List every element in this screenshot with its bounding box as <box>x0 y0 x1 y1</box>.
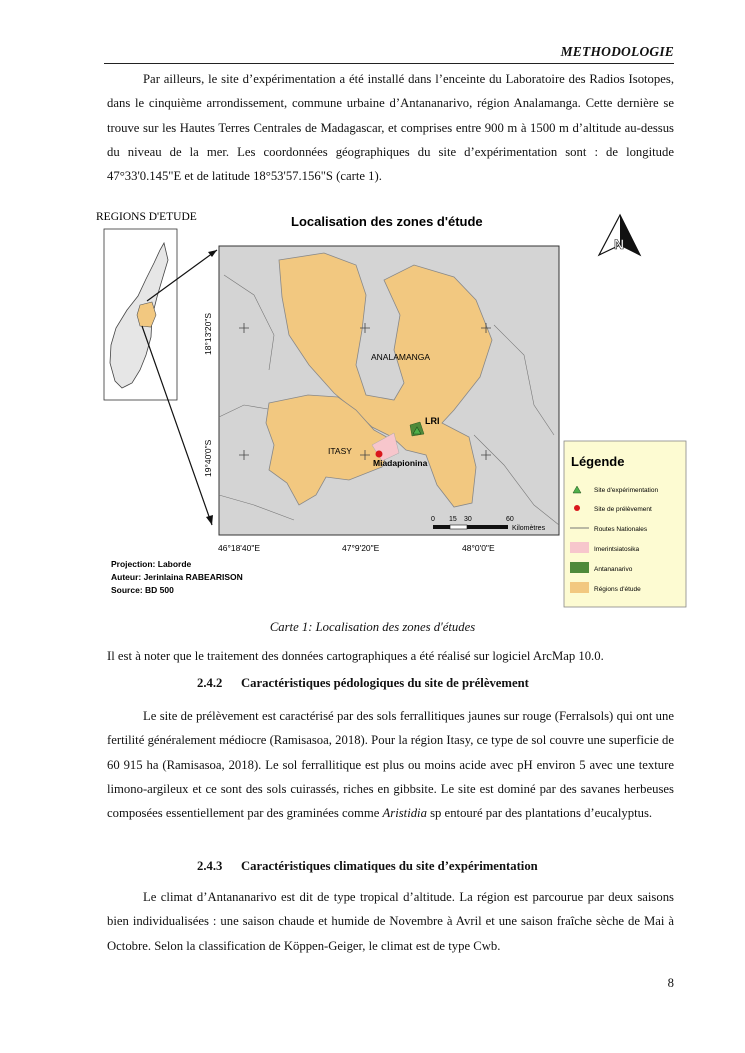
page-number: 8 <box>667 976 674 990</box>
legend-item-sampling: Site de prélèvement <box>594 506 652 513</box>
scale-tick-15: 15 <box>449 516 457 523</box>
paragraph-site-text: Par ailleurs, le site d’expérimentation a été installé dans l’enceinte du Laboratoire des Radios Isotopes, dans le cinquième arrondissement, commune urbaine d’Antananarivo, région Analamanga. Cette dernière se trouve sur les Hautes Terres Centrales de Madagascar, et comprises entre 900 m à 1500 m d’altitude au-dessus du niveau de la mer. Les coordonnées géographiques du site d’expérimentation sont : de longitude 47°33'0.145"E et de latitude 18°53'57.156"S (carte 1). <box>107 72 674 184</box>
label-analamanga: ANALAMANGA <box>371 352 431 362</box>
legend-item-imerintsiatosika: Imerintsiatosika <box>594 546 640 553</box>
section-number: 2.4.3 <box>197 859 223 873</box>
page-header: METHODOLOGIE <box>560 44 674 59</box>
header-rule <box>104 63 674 64</box>
scale-tick-60: 60 <box>506 516 514 523</box>
legend-title: Légende <box>571 454 625 469</box>
paragraph-climate <box>107 885 674 958</box>
scale-tick-30: 30 <box>464 516 472 523</box>
legend-dot-icon <box>574 505 580 511</box>
north-arrow-icon <box>599 215 640 255</box>
species-name: Aristidia <box>382 806 427 821</box>
legend-item-roads: Routes Nationales <box>594 526 648 533</box>
legend-region-swatch <box>570 582 589 593</box>
lon-label-1: 46°18'40"E <box>218 543 261 553</box>
scale-unit: Kilomètres <box>512 525 546 532</box>
map-title: Localisation des zones d'étude <box>291 214 483 229</box>
study-area-map <box>94 205 688 610</box>
label-itasy: ITASY <box>328 446 352 456</box>
credit-projection: Projection: Laborde <box>111 559 192 569</box>
lon-label-2: 47°9'20"E <box>342 543 380 553</box>
north-letter: N <box>614 236 625 252</box>
credit-author: Auteur: Jerinlaina RABEARISON <box>111 572 243 582</box>
paragraph-site <box>107 67 674 188</box>
paragraph-climate-text: Le climat d’Antananarivo est dit de type tropical d’altitude. La région est parcourue par deux saisons bien individualisées : une saison chaude et humide de Novembre à Avril et une saison fraîche sèche de Mai à Octobre. Selon la classification de Köppen-Geiger, le climat est de type Cwb. <box>107 890 674 953</box>
sampling-site-marker <box>376 451 383 458</box>
inset-arrow-bottom <box>206 515 213 525</box>
paragraph-soil-text: Le site de prélèvement est caractérisé par des sols ferrallitiques jaunes sur rouge (Ferralsols) qui ont une fertilité généralement médiocre (Ramisasoa, 2018). Pour la région Itasy, ce type de sol couvre une superficie de 60 915 ha (Ramisasoa, 2018). Le sol ferrallitique est plus ou moins acide avec pH environ 5 avec une texture limono-argileux et ce sont des sols cuirassés, riches en gibbsite. Le site est dominé par des savanes herbeuses composées essentiellement par des graminées comme <box>107 709 674 821</box>
section-heading-climate <box>197 859 538 874</box>
lat-label-2: 19°40'0"S <box>203 439 213 477</box>
lat-label-1: 18°13'20"S <box>203 312 213 355</box>
paragraph-arcmap: Il est à noter que le traitement des données cartographiques a été réalisé sur logiciel ArcMap 10.0. <box>107 649 604 663</box>
section-title: Caractéristiques pédologiques du site de prélèvement <box>241 676 529 690</box>
legend-item-experiment: Site d'expérimentation <box>594 487 659 494</box>
map-legend <box>564 441 686 607</box>
lon-label-3: 48°0'0"E <box>462 543 495 553</box>
inset-title: REGIONS D'ETUDE <box>96 211 197 223</box>
paragraph-soil-text-end: sp entouré par des plantations d’eucalyptus. <box>426 806 653 821</box>
section-number: 2.4.2 <box>197 676 223 690</box>
label-lri: LRI <box>425 416 440 426</box>
section-title: Caractéristiques climatiques du site d’expérimentation <box>241 859 538 873</box>
credit-source: Source: BD 500 <box>111 585 174 595</box>
label-miadapionina: Miadapionina <box>373 458 428 468</box>
scale-tick-0: 0 <box>431 516 435 523</box>
legend-item-antananarivo: Antananarivo <box>594 566 633 573</box>
paragraph-soil <box>107 704 674 825</box>
legend-item-regions: Régions d'étude <box>594 586 641 593</box>
section-heading-pedology <box>197 676 529 691</box>
legend-pink-swatch <box>570 542 589 553</box>
legend-green-swatch <box>570 562 589 573</box>
map-caption: Carte 1: Localisation des zones d'études <box>269 620 476 634</box>
